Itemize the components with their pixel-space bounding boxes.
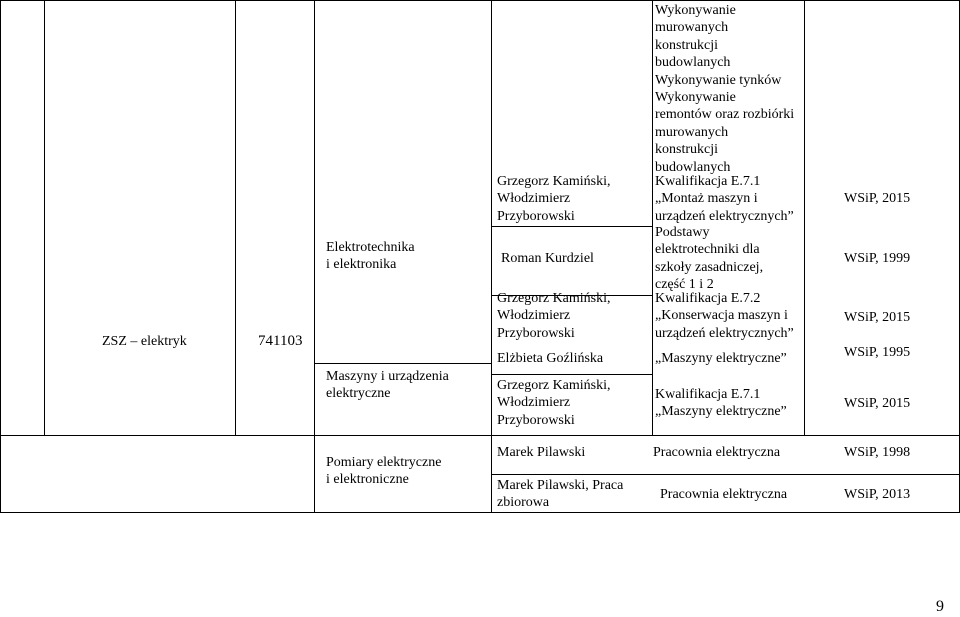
book-publisher: WSiP, 2015 [844,310,911,325]
row-separator [314,363,492,364]
book-publisher: WSiP, 2015 [844,191,911,206]
book-author: Marek Pilawski, Praca zbiorowa [497,478,624,511]
column-separator [235,0,236,436]
column-separator [804,0,805,436]
book-publisher: WSiP, 1998 [844,445,911,460]
book-author: Grzegorz Kamiński, Włodzimierz Przyborowski [497,291,611,341]
column-separator [44,0,45,436]
table-border-left [0,0,1,513]
book-author: Grzegorz Kamiński, Włodzimierz Przyborowski [497,174,611,224]
row-separator [491,374,652,375]
book-titles-continued: Wykonywanie murowanych konstrukcji budowlanych Wykonywanie tynków Wykonywanie remontów oraz rozbiórki murowanych konstrukcji budowlanych [655,3,795,175]
book-title: Podstawy elektrotechniki dla szkoły zasadniczej, część 1 i 2 [655,225,764,293]
book-author: Grzegorz Kamiński, Włodzimierz Przyborowski [497,378,611,428]
profession-code: 741103 [258,333,303,349]
book-publisher: WSiP, 2015 [844,396,911,411]
table-border-bottom [0,512,960,513]
book-publisher: WSiP, 1995 [844,345,911,360]
page-number: 9 [936,598,944,615]
subject-name: Maszyny i urządzenia elektryczne [326,369,449,402]
row-separator [0,435,960,436]
school-profile: ZSZ – elektryk [102,334,187,349]
column-separator [491,0,492,513]
column-separator [314,0,315,513]
book-author: Roman Kurdziel [501,251,594,266]
subject-name: Elektrotechnika i elektronika [326,240,415,273]
book-title: „Maszyny elektryczne” [655,351,787,366]
subject-name: Pomiary elektryczne i elektroniczne [326,455,442,488]
book-title: Pracownia elektryczna [653,445,781,460]
book-title: Kwalifikacja E.7.2 „Konserwacja maszyn i urządzeń elektrycznych” [655,291,794,341]
book-title: Kwalifikacja E.7.1 „Maszyny elektryczne” [655,387,787,420]
book-publisher: WSiP, 2013 [844,487,911,502]
book-author: Elżbieta Goźlińska [497,351,604,366]
book-author: Marek Pilawski [497,445,586,460]
table-border-top [0,0,960,1]
book-publisher: WSiP, 1999 [844,251,911,266]
column-separator [652,0,653,436]
book-title: Kwalifikacja E.7.1 „Montaż maszyn i urządzeń elektrycznych” [655,174,794,224]
row-separator [491,226,652,227]
row-separator [491,474,960,475]
book-title: Pracownia elektryczna [660,487,788,502]
